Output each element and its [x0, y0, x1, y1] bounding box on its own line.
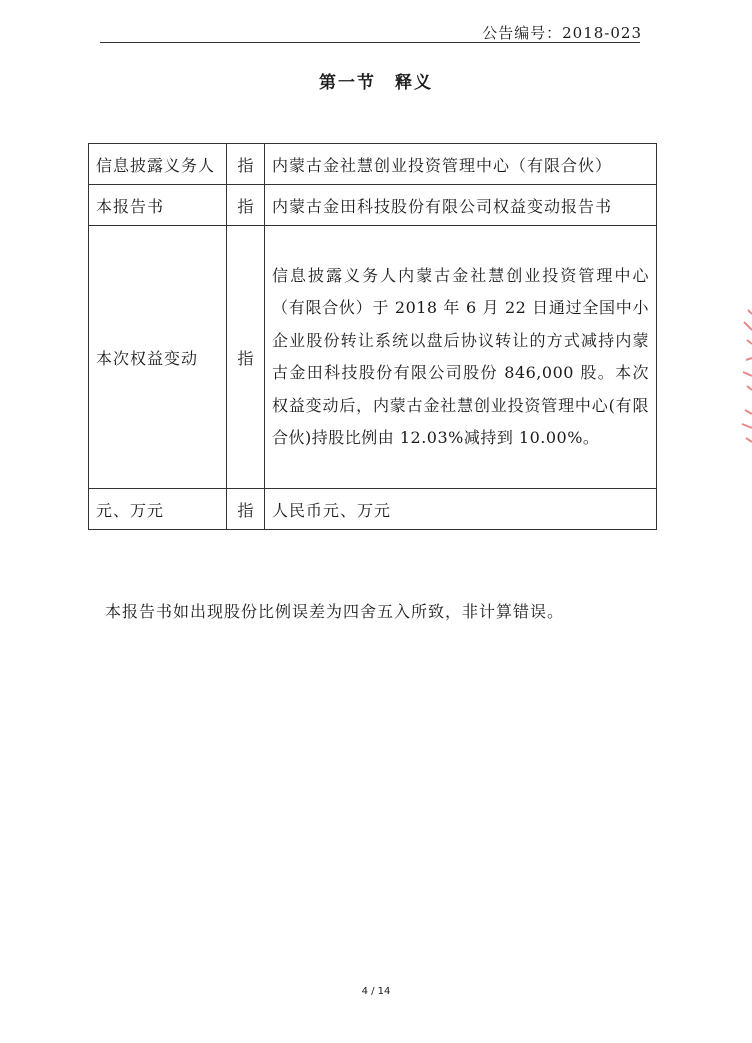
rounding-note: 本报告书如出现股份比例误差为四舍五入所致，非计算错误。: [105, 602, 565, 621]
ref-cell: 指: [227, 489, 265, 530]
table-row: [89, 226, 657, 489]
description-cell: 内蒙古金田科技股份有限公司权益变动报告书: [265, 185, 657, 226]
page-number: 4 / 14: [361, 986, 391, 997]
table-row: [89, 489, 657, 530]
definitions-table: [88, 143, 657, 530]
header-divider: [100, 42, 640, 43]
ref-cell: 指: [227, 185, 265, 226]
term-cell: 元、万元: [89, 489, 227, 530]
table-row: [89, 185, 657, 226]
section-title: 第一节 释义: [319, 73, 433, 93]
ref-cell: 指: [227, 144, 265, 185]
seal-stamp-edge: [738, 300, 752, 450]
table-row: [89, 144, 657, 185]
description-cell: 内蒙古金社慧创业投资管理中心（有限合伙）: [265, 144, 657, 185]
term-cell: 本次权益变动: [89, 226, 227, 489]
description-cell: 信息披露义务人内蒙古金社慧创业投资管理中心（有限合伙）于 2018 年 6 月 22 日通过全国中小企业股份转让系统以盘后协议转让的方式减持内蒙古金田科技股份有限公司股份 846,000 股。本次权益变动后，内蒙古金社慧创业投资管理中心(有限合伙)持股比例由 12.03%减持到 10.00%。: [265, 226, 657, 489]
announcement-code: 公告编号：2018-023: [482, 24, 642, 42]
term-cell: 本报告书: [89, 185, 227, 226]
term-cell: 信息披露义务人: [89, 144, 227, 185]
description-cell: 人民币元、万元: [265, 489, 657, 530]
ref-cell: 指: [227, 226, 265, 489]
